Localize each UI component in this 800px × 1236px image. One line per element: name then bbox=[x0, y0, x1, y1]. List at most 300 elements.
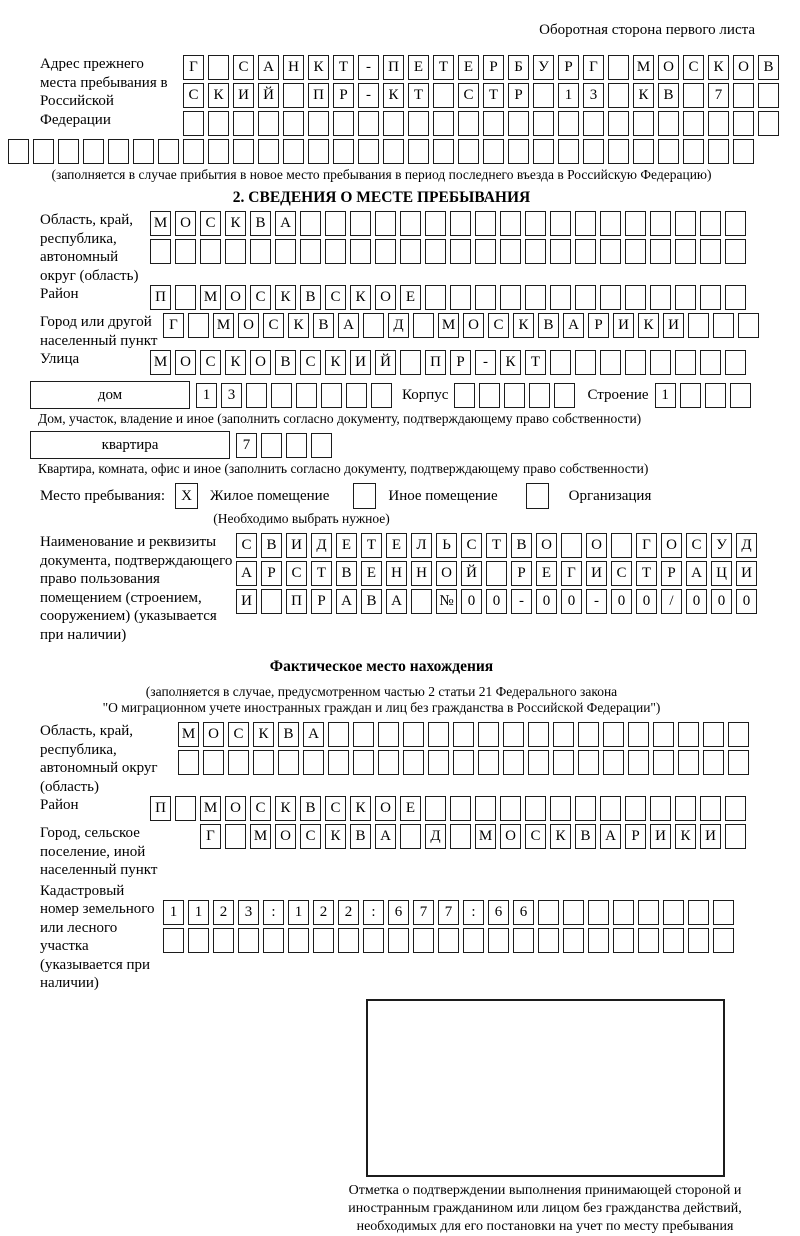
char-cell[interactable]: Е bbox=[408, 55, 429, 80]
char-cell[interactable]: О bbox=[275, 824, 296, 849]
char-cell[interactable] bbox=[625, 350, 646, 375]
char-cell[interactable] bbox=[408, 139, 429, 164]
char-cell[interactable]: С bbox=[461, 533, 482, 558]
char-cell[interactable]: С bbox=[233, 55, 254, 80]
char-cell[interactable] bbox=[703, 750, 724, 775]
char-cell[interactable] bbox=[625, 239, 646, 264]
char-cell[interactable]: К bbox=[500, 350, 521, 375]
char-cell[interactable]: С bbox=[250, 796, 271, 821]
char-cell[interactable] bbox=[500, 239, 521, 264]
char-cell[interactable]: М bbox=[178, 722, 199, 747]
char-cell[interactable] bbox=[608, 83, 629, 108]
char-cell[interactable] bbox=[175, 285, 196, 310]
char-cell[interactable] bbox=[638, 928, 659, 953]
char-cell[interactable]: Д bbox=[388, 313, 409, 338]
char-cell[interactable] bbox=[633, 139, 654, 164]
char-cell[interactable]: Н bbox=[283, 55, 304, 80]
char-cell[interactable]: К bbox=[513, 313, 534, 338]
char-cell[interactable] bbox=[175, 239, 196, 264]
char-cell[interactable]: Д bbox=[425, 824, 446, 849]
char-cell[interactable] bbox=[478, 750, 499, 775]
char-cell[interactable]: Г bbox=[583, 55, 604, 80]
char-cell[interactable] bbox=[425, 285, 446, 310]
char-cell[interactable] bbox=[600, 211, 621, 236]
char-cell[interactable]: В bbox=[511, 533, 532, 558]
char-cell[interactable]: 3 bbox=[221, 383, 242, 408]
char-cell[interactable] bbox=[233, 139, 254, 164]
char-cell[interactable] bbox=[578, 722, 599, 747]
char-cell[interactable] bbox=[725, 285, 746, 310]
char-cell[interactable] bbox=[538, 900, 559, 925]
char-cell[interactable] bbox=[650, 796, 671, 821]
char-cell[interactable]: 0 bbox=[486, 589, 507, 614]
char-cell[interactable] bbox=[453, 750, 474, 775]
char-cell[interactable]: К bbox=[708, 55, 729, 80]
char-cell[interactable] bbox=[733, 83, 754, 108]
char-cell[interactable]: С bbox=[525, 824, 546, 849]
char-cell[interactable] bbox=[403, 722, 424, 747]
char-cell[interactable]: 1 bbox=[288, 900, 309, 925]
char-cell[interactable]: Н bbox=[386, 561, 407, 586]
char-cell[interactable] bbox=[653, 722, 674, 747]
char-cell[interactable]: Г bbox=[183, 55, 204, 80]
char-cell[interactable] bbox=[675, 211, 696, 236]
char-cell[interactable] bbox=[238, 928, 259, 953]
char-cell[interactable] bbox=[738, 313, 759, 338]
char-cell[interactable]: К bbox=[350, 796, 371, 821]
char-cell[interactable] bbox=[550, 285, 571, 310]
char-cell[interactable]: С bbox=[183, 83, 204, 108]
char-cell[interactable] bbox=[758, 111, 779, 136]
char-cell[interactable] bbox=[258, 111, 279, 136]
char-cell[interactable] bbox=[408, 111, 429, 136]
char-cell[interactable] bbox=[183, 139, 204, 164]
char-cell[interactable] bbox=[428, 750, 449, 775]
char-cell[interactable] bbox=[261, 433, 282, 458]
char-cell[interactable] bbox=[500, 285, 521, 310]
char-cell[interactable] bbox=[253, 750, 274, 775]
char-cell[interactable] bbox=[583, 139, 604, 164]
char-cell[interactable]: С bbox=[263, 313, 284, 338]
char-cell[interactable]: Р bbox=[261, 561, 282, 586]
char-cell[interactable] bbox=[353, 750, 374, 775]
char-cell[interactable] bbox=[683, 139, 704, 164]
char-cell[interactable] bbox=[733, 111, 754, 136]
char-cell[interactable] bbox=[608, 139, 629, 164]
char-cell[interactable]: Т bbox=[333, 55, 354, 80]
char-cell[interactable]: И bbox=[700, 824, 721, 849]
char-cell[interactable] bbox=[588, 928, 609, 953]
char-cell[interactable]: С bbox=[488, 313, 509, 338]
char-cell[interactable]: 7 bbox=[708, 83, 729, 108]
char-cell[interactable] bbox=[83, 139, 104, 164]
char-cell[interactable]: С bbox=[458, 83, 479, 108]
char-cell[interactable]: 2 bbox=[338, 900, 359, 925]
char-cell[interactable]: 1 bbox=[188, 900, 209, 925]
char-cell[interactable]: Г bbox=[561, 561, 582, 586]
char-cell[interactable] bbox=[350, 239, 371, 264]
char-cell[interactable] bbox=[733, 139, 754, 164]
char-cell[interactable]: И bbox=[350, 350, 371, 375]
char-cell[interactable]: Т bbox=[483, 83, 504, 108]
char-cell[interactable] bbox=[450, 796, 471, 821]
char-cell[interactable] bbox=[700, 350, 721, 375]
char-cell[interactable]: П bbox=[425, 350, 446, 375]
char-cell[interactable] bbox=[400, 350, 421, 375]
char-cell[interactable] bbox=[271, 383, 292, 408]
char-cell[interactable]: В bbox=[361, 589, 382, 614]
char-cell[interactable]: 2 bbox=[313, 900, 334, 925]
char-cell[interactable]: Й bbox=[461, 561, 482, 586]
char-cell[interactable] bbox=[325, 211, 346, 236]
char-cell[interactable] bbox=[328, 722, 349, 747]
char-cell[interactable] bbox=[528, 750, 549, 775]
char-cell[interactable]: Р bbox=[625, 824, 646, 849]
char-cell[interactable] bbox=[625, 796, 646, 821]
char-cell[interactable]: Г bbox=[200, 824, 221, 849]
char-cell[interactable] bbox=[508, 111, 529, 136]
char-cell[interactable] bbox=[725, 211, 746, 236]
char-cell[interactable] bbox=[383, 111, 404, 136]
char-cell[interactable]: Б bbox=[508, 55, 529, 80]
char-cell[interactable] bbox=[525, 285, 546, 310]
char-cell[interactable]: К bbox=[633, 83, 654, 108]
char-cell[interactable] bbox=[475, 285, 496, 310]
char-cell[interactable] bbox=[425, 796, 446, 821]
char-cell[interactable]: А bbox=[563, 313, 584, 338]
char-cell[interactable]: О bbox=[500, 824, 521, 849]
char-cell[interactable]: 0 bbox=[636, 589, 657, 614]
char-cell[interactable] bbox=[283, 83, 304, 108]
char-cell[interactable]: В bbox=[350, 824, 371, 849]
char-cell[interactable]: Р bbox=[483, 55, 504, 80]
char-cell[interactable] bbox=[353, 722, 374, 747]
checkbox-residential[interactable]: X bbox=[175, 483, 198, 509]
char-cell[interactable]: Р bbox=[558, 55, 579, 80]
char-cell[interactable]: О bbox=[375, 796, 396, 821]
char-cell[interactable] bbox=[478, 722, 499, 747]
char-cell[interactable] bbox=[603, 750, 624, 775]
char-cell[interactable] bbox=[608, 111, 629, 136]
char-cell[interactable] bbox=[688, 900, 709, 925]
char-cell[interactable] bbox=[250, 239, 271, 264]
char-cell[interactable] bbox=[678, 750, 699, 775]
char-cell[interactable] bbox=[163, 928, 184, 953]
char-cell[interactable] bbox=[563, 900, 584, 925]
char-cell[interactable] bbox=[500, 796, 521, 821]
char-cell[interactable]: К bbox=[638, 313, 659, 338]
char-cell[interactable]: Р bbox=[450, 350, 471, 375]
char-cell[interactable] bbox=[208, 111, 229, 136]
char-cell[interactable]: К bbox=[675, 824, 696, 849]
char-cell[interactable]: 7 bbox=[413, 900, 434, 925]
char-cell[interactable] bbox=[600, 285, 621, 310]
char-cell[interactable] bbox=[486, 561, 507, 586]
char-cell[interactable]: П bbox=[286, 589, 307, 614]
char-cell[interactable] bbox=[450, 824, 471, 849]
char-cell[interactable] bbox=[433, 111, 454, 136]
char-cell[interactable] bbox=[303, 750, 324, 775]
char-cell[interactable] bbox=[338, 928, 359, 953]
char-cell[interactable]: А bbox=[338, 313, 359, 338]
char-cell[interactable] bbox=[261, 589, 282, 614]
char-cell[interactable] bbox=[758, 83, 779, 108]
char-cell[interactable] bbox=[563, 928, 584, 953]
char-cell[interactable]: Е bbox=[458, 55, 479, 80]
char-cell[interactable]: О bbox=[436, 561, 457, 586]
char-cell[interactable] bbox=[713, 313, 734, 338]
char-cell[interactable]: В bbox=[336, 561, 357, 586]
char-cell[interactable] bbox=[503, 750, 524, 775]
char-cell[interactable] bbox=[403, 750, 424, 775]
char-cell[interactable] bbox=[8, 139, 29, 164]
char-cell[interactable] bbox=[680, 383, 701, 408]
char-cell[interactable] bbox=[613, 900, 634, 925]
char-cell[interactable] bbox=[200, 239, 221, 264]
char-cell[interactable]: Е bbox=[400, 285, 421, 310]
char-cell[interactable] bbox=[213, 928, 234, 953]
char-cell[interactable]: 0 bbox=[711, 589, 732, 614]
char-cell[interactable]: О bbox=[375, 285, 396, 310]
char-cell[interactable] bbox=[371, 383, 392, 408]
char-cell[interactable]: А bbox=[275, 211, 296, 236]
char-cell[interactable] bbox=[158, 139, 179, 164]
char-cell[interactable]: - bbox=[358, 83, 379, 108]
char-cell[interactable] bbox=[708, 139, 729, 164]
char-cell[interactable]: О bbox=[203, 722, 224, 747]
char-cell[interactable] bbox=[425, 211, 446, 236]
char-cell[interactable] bbox=[150, 239, 171, 264]
char-cell[interactable]: О bbox=[238, 313, 259, 338]
char-cell[interactable] bbox=[583, 111, 604, 136]
char-cell[interactable] bbox=[508, 139, 529, 164]
char-cell[interactable]: В bbox=[278, 722, 299, 747]
char-cell[interactable] bbox=[575, 211, 596, 236]
char-cell[interactable] bbox=[33, 139, 54, 164]
char-cell[interactable]: С bbox=[200, 211, 221, 236]
char-cell[interactable]: В bbox=[758, 55, 779, 80]
char-cell[interactable] bbox=[463, 928, 484, 953]
char-cell[interactable] bbox=[325, 239, 346, 264]
char-cell[interactable] bbox=[400, 239, 421, 264]
char-cell[interactable]: В bbox=[300, 285, 321, 310]
char-cell[interactable]: А bbox=[686, 561, 707, 586]
char-cell[interactable] bbox=[713, 928, 734, 953]
char-cell[interactable] bbox=[725, 824, 746, 849]
char-cell[interactable] bbox=[283, 111, 304, 136]
char-cell[interactable]: О bbox=[658, 55, 679, 80]
char-cell[interactable]: Т bbox=[311, 561, 332, 586]
char-cell[interactable]: П bbox=[150, 796, 171, 821]
char-cell[interactable]: С bbox=[325, 285, 346, 310]
char-cell[interactable]: Ц bbox=[711, 561, 732, 586]
char-cell[interactable]: 3 bbox=[583, 83, 604, 108]
char-cell[interactable] bbox=[483, 111, 504, 136]
char-cell[interactable]: Р bbox=[311, 589, 332, 614]
char-cell[interactable]: Ь bbox=[436, 533, 457, 558]
char-cell[interactable]: И bbox=[233, 83, 254, 108]
char-cell[interactable]: К bbox=[308, 55, 329, 80]
char-cell[interactable]: М bbox=[213, 313, 234, 338]
char-cell[interactable]: В bbox=[261, 533, 282, 558]
char-cell[interactable] bbox=[675, 796, 696, 821]
char-cell[interactable] bbox=[183, 111, 204, 136]
char-cell[interactable]: 0 bbox=[561, 589, 582, 614]
char-cell[interactable] bbox=[700, 211, 721, 236]
char-cell[interactable] bbox=[628, 722, 649, 747]
char-cell[interactable]: К bbox=[208, 83, 229, 108]
char-cell[interactable] bbox=[725, 239, 746, 264]
char-cell[interactable]: Р bbox=[333, 83, 354, 108]
char-cell[interactable] bbox=[453, 722, 474, 747]
char-cell[interactable] bbox=[433, 139, 454, 164]
char-cell[interactable] bbox=[188, 928, 209, 953]
char-cell[interactable]: Н bbox=[411, 561, 432, 586]
char-cell[interactable] bbox=[650, 239, 671, 264]
char-cell[interactable]: А bbox=[386, 589, 407, 614]
char-cell[interactable] bbox=[533, 111, 554, 136]
char-cell[interactable] bbox=[458, 139, 479, 164]
char-cell[interactable]: О bbox=[175, 211, 196, 236]
char-cell[interactable] bbox=[225, 824, 246, 849]
char-cell[interactable] bbox=[346, 383, 367, 408]
char-cell[interactable] bbox=[363, 313, 384, 338]
char-cell[interactable]: С bbox=[686, 533, 707, 558]
char-cell[interactable] bbox=[228, 750, 249, 775]
char-cell[interactable]: С bbox=[300, 824, 321, 849]
char-cell[interactable]: С bbox=[250, 285, 271, 310]
char-cell[interactable] bbox=[558, 111, 579, 136]
char-cell[interactable] bbox=[529, 383, 550, 408]
char-cell[interactable]: Т bbox=[408, 83, 429, 108]
char-cell[interactable]: Е bbox=[536, 561, 557, 586]
char-cell[interactable]: Е bbox=[400, 796, 421, 821]
char-cell[interactable]: Т bbox=[361, 533, 382, 558]
char-cell[interactable] bbox=[528, 722, 549, 747]
char-cell[interactable] bbox=[503, 722, 524, 747]
char-cell[interactable] bbox=[263, 928, 284, 953]
char-cell[interactable]: О bbox=[225, 796, 246, 821]
char-cell[interactable]: Т bbox=[433, 55, 454, 80]
char-cell[interactable]: С bbox=[683, 55, 704, 80]
char-cell[interactable]: О bbox=[250, 350, 271, 375]
char-cell[interactable] bbox=[188, 313, 209, 338]
char-cell[interactable]: У bbox=[533, 55, 554, 80]
char-cell[interactable] bbox=[400, 211, 421, 236]
char-cell[interactable]: 0 bbox=[461, 589, 482, 614]
char-cell[interactable]: 0 bbox=[736, 589, 757, 614]
char-cell[interactable]: К bbox=[325, 350, 346, 375]
char-cell[interactable]: М bbox=[475, 824, 496, 849]
char-cell[interactable]: 3 bbox=[238, 900, 259, 925]
char-cell[interactable]: Й bbox=[375, 350, 396, 375]
char-cell[interactable] bbox=[650, 350, 671, 375]
char-cell[interactable] bbox=[413, 313, 434, 338]
char-cell[interactable]: В bbox=[658, 83, 679, 108]
char-cell[interactable]: А bbox=[375, 824, 396, 849]
char-cell[interactable] bbox=[553, 722, 574, 747]
char-cell[interactable]: И bbox=[286, 533, 307, 558]
char-cell[interactable] bbox=[450, 285, 471, 310]
char-cell[interactable] bbox=[600, 239, 621, 264]
char-cell[interactable]: О bbox=[661, 533, 682, 558]
char-cell[interactable] bbox=[638, 900, 659, 925]
char-cell[interactable] bbox=[504, 383, 525, 408]
char-cell[interactable] bbox=[488, 928, 509, 953]
char-cell[interactable] bbox=[688, 928, 709, 953]
char-cell[interactable]: В bbox=[313, 313, 334, 338]
char-cell[interactable] bbox=[450, 211, 471, 236]
char-cell[interactable] bbox=[311, 433, 332, 458]
checkbox-organization[interactable] bbox=[526, 483, 549, 509]
char-cell[interactable]: 1 bbox=[196, 383, 217, 408]
char-cell[interactable]: М bbox=[250, 824, 271, 849]
char-cell[interactable]: О bbox=[536, 533, 557, 558]
char-cell[interactable]: К bbox=[225, 211, 246, 236]
char-cell[interactable]: П bbox=[308, 83, 329, 108]
char-cell[interactable] bbox=[633, 111, 654, 136]
char-cell[interactable]: С bbox=[300, 350, 321, 375]
char-cell[interactable] bbox=[550, 350, 571, 375]
char-cell[interactable] bbox=[350, 211, 371, 236]
char-cell[interactable] bbox=[400, 824, 421, 849]
char-cell[interactable] bbox=[533, 83, 554, 108]
char-cell[interactable]: К bbox=[550, 824, 571, 849]
char-cell[interactable]: П bbox=[150, 285, 171, 310]
char-cell[interactable] bbox=[628, 750, 649, 775]
char-cell[interactable] bbox=[575, 285, 596, 310]
char-cell[interactable] bbox=[613, 928, 634, 953]
char-cell[interactable] bbox=[575, 350, 596, 375]
char-cell[interactable]: Т bbox=[636, 561, 657, 586]
char-cell[interactable]: - bbox=[511, 589, 532, 614]
checkbox-other-premises[interactable] bbox=[353, 483, 376, 509]
char-cell[interactable]: Й bbox=[258, 83, 279, 108]
char-cell[interactable] bbox=[275, 239, 296, 264]
char-cell[interactable] bbox=[208, 139, 229, 164]
char-cell[interactable] bbox=[208, 55, 229, 80]
char-cell[interactable]: 0 bbox=[536, 589, 557, 614]
char-cell[interactable] bbox=[375, 239, 396, 264]
char-cell[interactable] bbox=[554, 383, 575, 408]
char-cell[interactable] bbox=[600, 350, 621, 375]
char-cell[interactable] bbox=[553, 750, 574, 775]
char-cell[interactable]: Е bbox=[336, 533, 357, 558]
char-cell[interactable] bbox=[650, 211, 671, 236]
char-cell[interactable]: Л bbox=[411, 533, 432, 558]
char-cell[interactable] bbox=[475, 796, 496, 821]
char-cell[interactable] bbox=[700, 285, 721, 310]
char-cell[interactable] bbox=[363, 928, 384, 953]
char-cell[interactable]: М bbox=[150, 211, 171, 236]
char-cell[interactable]: В bbox=[538, 313, 559, 338]
char-cell[interactable]: А bbox=[258, 55, 279, 80]
char-cell[interactable]: К bbox=[350, 285, 371, 310]
char-cell[interactable] bbox=[378, 722, 399, 747]
char-cell[interactable]: М bbox=[200, 796, 221, 821]
char-cell[interactable] bbox=[383, 139, 404, 164]
char-cell[interactable] bbox=[175, 796, 196, 821]
char-cell[interactable] bbox=[550, 796, 571, 821]
char-cell[interactable] bbox=[675, 239, 696, 264]
char-cell[interactable]: : bbox=[463, 900, 484, 925]
char-cell[interactable]: О bbox=[463, 313, 484, 338]
char-cell[interactable] bbox=[375, 211, 396, 236]
char-cell[interactable] bbox=[663, 900, 684, 925]
char-cell[interactable] bbox=[358, 111, 379, 136]
char-cell[interactable] bbox=[588, 900, 609, 925]
char-cell[interactable]: 6 bbox=[488, 900, 509, 925]
